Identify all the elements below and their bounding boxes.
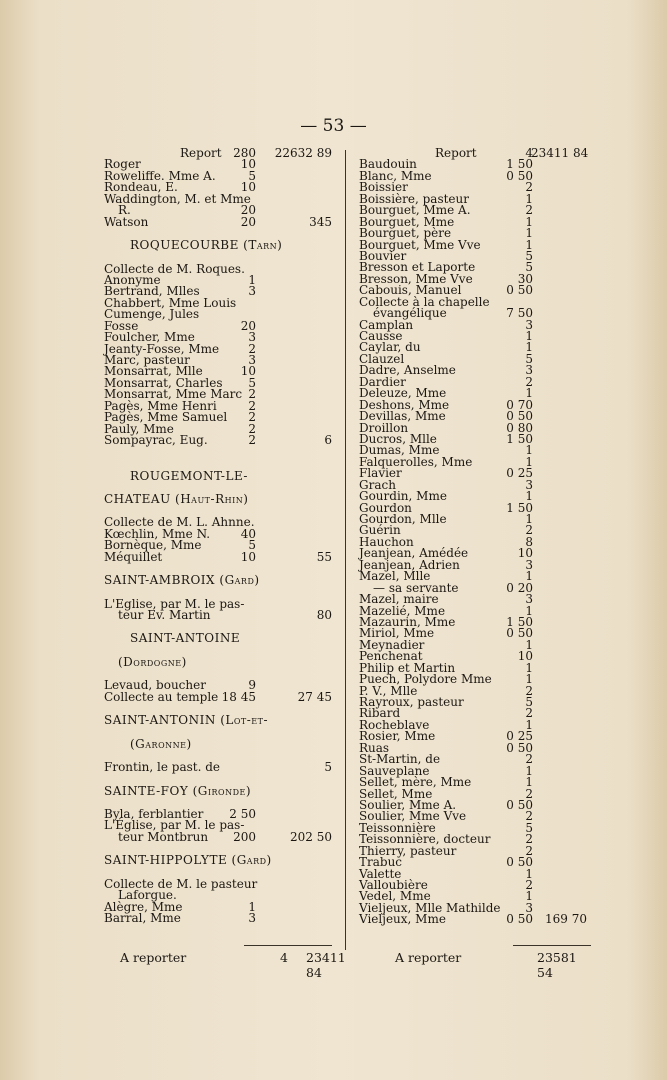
entry-name: Hauchon (359, 534, 414, 549)
entry-name: Cumenge, Jules (104, 307, 200, 322)
entry-amount: 0 80 (506, 420, 533, 435)
entry-subtotal: 80 (316, 608, 332, 622)
entry-amount: 2 (525, 203, 533, 218)
entry-amount: 1 (525, 329, 533, 343)
entry-subtotal: 169 70 (545, 912, 587, 927)
entry-name: Alègre, Mme (104, 899, 183, 914)
ledger-row (100, 715, 338, 726)
entry-name: Bouvier (359, 248, 407, 263)
entry-name: Philip et Martin (359, 660, 456, 675)
entry-amount: 1 (525, 569, 533, 584)
entry-name: Penchenat (359, 649, 423, 664)
entry-name: Soulier, Mme A. (359, 797, 457, 812)
entry-amount: 1 (525, 489, 533, 504)
entry-name: Valette (359, 866, 402, 881)
entry-name: Ribard (359, 706, 401, 721)
entry-name: évangélique (373, 306, 447, 321)
entry-name: Levaud, boucher (104, 678, 206, 693)
entry-amount: 2 (248, 398, 256, 413)
entry-name: Bourguet, Mme A. (359, 203, 471, 218)
entry-amount: 0 50 (506, 740, 533, 755)
entry-amount: 2 (248, 410, 256, 425)
entry-name: Bresson, Mme Vve (359, 271, 473, 286)
entry-amount: 10 (517, 546, 533, 561)
entry-amount: 10 (240, 157, 256, 172)
entry-amount: 0 50 (506, 855, 533, 870)
entry-amount: 2 (525, 683, 533, 698)
entry-amount: 2 (525, 752, 533, 767)
entry-name: SAINT-ANTOINE (130, 631, 241, 646)
ledger-row (100, 468, 338, 483)
entry-amount: 0 50 (506, 283, 533, 298)
entry-name: Bourguet, père (359, 226, 452, 241)
entry-amount: 3 (248, 330, 256, 345)
entry-name: Jeanjean, Adrien (359, 557, 460, 572)
entry-name: Méquillet (104, 549, 163, 564)
entry-amount: 2 (248, 341, 256, 356)
entry-name: Kœchlin, Mme N. (104, 526, 211, 541)
entry-amount: 1 (525, 454, 533, 469)
entry-name: Mazelié, Mme (359, 603, 446, 618)
entry-name: CHATEAU (Haut-Rhin) (104, 491, 249, 506)
entry-amount: 0 50 (506, 797, 533, 812)
left-entries (100, 159, 338, 924)
entry-amount: 1 (525, 443, 533, 458)
entry-amount: 2 (525, 374, 533, 389)
a-reporter-amount-b: 23581 54 (537, 950, 577, 980)
ledger-row (100, 191, 338, 206)
a-reporter-label: A reporter (395, 950, 462, 965)
entry-amount: 1 (525, 660, 533, 675)
entry-amount: 30 (517, 271, 533, 286)
entry-amount: 2 (525, 832, 533, 847)
entry-subtotal: 5 (324, 760, 332, 775)
entry-amount: 1 50 (506, 614, 533, 629)
entry-amount: 0 25 (506, 729, 533, 744)
entry-amount: 1 50 (506, 157, 533, 172)
entry-name: L'Église, par M. le pas- (104, 818, 245, 833)
entry-amount: 9 (248, 678, 256, 693)
entry-amount: 10 (240, 180, 256, 195)
entry-name: Ducros, Mlle (359, 431, 437, 446)
entry-name: Rosier, Mme (359, 729, 436, 744)
entry-amount: 20 (240, 203, 256, 218)
report-amount-b: 22632 89 (274, 146, 332, 160)
entry-amount: 3 (248, 353, 256, 367)
entry-name: L'Eglise, par M. le pas- (104, 596, 245, 611)
entry-amount: 1 (248, 899, 256, 914)
entry-amount: 5 (525, 248, 533, 263)
entry-name: Mazaurin, Mme (359, 614, 456, 629)
entry-name: ROUGEMONT-LE- (130, 468, 248, 483)
entry-subtotal: 6 (324, 433, 332, 448)
entry-name: Soulier, Mme Vve (359, 809, 467, 824)
entry-name: ROQUECOURBE (Tarn) (130, 238, 283, 253)
entry-amount: 2 (525, 786, 533, 801)
entry-amount: 7 50 (506, 306, 533, 321)
entry-name: Vieljeux, Mme (359, 912, 446, 927)
entry-amount: 1 (525, 226, 533, 241)
right-entries (355, 159, 595, 925)
entry-name: SAINTE-FOY (Gironde) (104, 783, 252, 798)
entry-name: Grach (359, 477, 396, 492)
right-sum-line (513, 945, 591, 946)
ledger-row (100, 549, 338, 564)
entry-amount: 1 (525, 386, 533, 401)
entry-name: Roweliffe. Mme A. (104, 168, 216, 183)
entry-name: Falquerolles, Mme (359, 454, 473, 469)
report-label: Report (435, 146, 477, 160)
entry-name: Pagès, Mme Henri (104, 398, 217, 413)
entry-name: Miriol, Mme (359, 626, 435, 641)
entry-subtotal: 27 45 (297, 689, 332, 704)
entry-amount: 5 (248, 375, 256, 390)
entry-name: Gourdin, Mme (359, 489, 447, 504)
entry-amount: 0 50 (506, 409, 533, 424)
entry-amount: 40 (240, 526, 256, 541)
report-amount-b: 23411 84 (531, 146, 589, 160)
entry-amount: 20 (240, 318, 256, 333)
entry-name: Rondeau, E. (104, 180, 178, 195)
entry-name: teur Ev. Martin (118, 608, 211, 622)
entry-name: Rocheblave (359, 717, 430, 732)
entry-name: Collecte au temple (104, 689, 219, 704)
entry-name: Barral, Mme (104, 911, 181, 925)
entry-amount: 1 (525, 717, 533, 732)
entry-amount: 3 (525, 900, 533, 915)
entry-name: Gourdon (359, 500, 412, 515)
entry-amount: 1 (525, 214, 533, 229)
entry-name: Guérin (359, 523, 401, 538)
entry-amount: 3 (525, 317, 533, 332)
entry-name: Rayroux, pasteur (359, 695, 464, 709)
entry-amount: 2 (248, 387, 256, 402)
entry-name: Dardier (359, 374, 406, 389)
entry-name: Flavier (359, 466, 402, 481)
ledger-row (100, 689, 338, 704)
entry-amount: 3 (248, 911, 256, 925)
entry-amount: 1 (525, 512, 533, 526)
entry-amount: 2 (525, 843, 533, 858)
entry-amount: 0 25 (506, 466, 533, 481)
entry-name: Camplan (359, 317, 414, 332)
entry-name: Teissonnière (359, 820, 436, 835)
entry-amount: 3 (248, 284, 256, 299)
entry-name: Bornèque, Mme (104, 538, 202, 553)
entry-amount: 1 (525, 191, 533, 206)
entry-amount: 8 (525, 534, 533, 549)
entry-name: Anonyme (104, 272, 161, 287)
entry-amount: 0 50 (506, 168, 533, 183)
entry-name: Devillas, Mme (359, 409, 446, 424)
entry-amount: 5 (525, 260, 533, 275)
ledger-row (100, 435, 338, 446)
entry-amount: 2 (525, 706, 533, 721)
entry-name: Sellet, Mme (359, 786, 433, 801)
left-sum-line (244, 945, 332, 946)
entry-name: Boissière, pasteur (359, 191, 469, 206)
entry-amount: 10 (240, 364, 256, 379)
ledger-row (100, 633, 338, 644)
entry-name: Caylar, du (359, 340, 421, 355)
entry-name: Bertrand, Mlles (104, 284, 200, 299)
entry-name: Frontin, le past. de (104, 760, 221, 775)
entry-amount: 0 70 (506, 397, 533, 412)
entry-amount: 5 (525, 820, 533, 835)
a-reporter-amount-b: 23411 84 (306, 950, 346, 980)
entry-subtotal: 55 (316, 549, 332, 564)
ledger-row (100, 855, 338, 866)
entry-amount: 1 (525, 672, 533, 687)
entry-name: Collecte de M. Roques. (104, 261, 245, 276)
ledger-row (100, 783, 338, 798)
entry-amount: 3 (525, 477, 533, 492)
entry-name: Boissier (359, 180, 408, 195)
page-number: — 53 — (300, 116, 367, 136)
right-column (355, 148, 595, 926)
entry-name: Watson (104, 214, 149, 229)
entry-name: Jeanjean, Amédée (359, 546, 469, 561)
entry-name: SAINT-HIPPOLYTE (Gard) (104, 853, 272, 868)
a-reporter-label: A reporter (120, 950, 187, 965)
entry-name: Collecte à la chapelle (359, 294, 490, 309)
entry-name: Vieljeux, Mlle Mathilde (359, 900, 501, 915)
entry-name: P. V., Mlle (359, 683, 418, 698)
entry-name: Deleuze, Mme (359, 386, 447, 401)
entry-name: Valloubière (359, 878, 428, 892)
entry-name: Collecte de M. L. Ahnne. (104, 515, 255, 530)
entry-name: Byla, ferblantier (104, 806, 204, 821)
ledger-row (100, 491, 338, 506)
entry-amount: 1 (525, 603, 533, 618)
entry-amount: 1 50 (506, 431, 533, 446)
entry-name: Ruas (359, 740, 390, 755)
entry-amount: 18 45 (221, 689, 256, 704)
entry-name: Thierry, pasteur (359, 843, 457, 858)
entry-name: SAINT-AMBROIX (Gard) (104, 573, 260, 588)
entry-name: Mazel, maire (359, 592, 439, 607)
entry-name: Marc, pasteur (104, 353, 190, 367)
entry-name: Trabuc (359, 855, 403, 870)
entry-amount: 3 (525, 592, 533, 607)
entry-amount: 2 (525, 878, 533, 892)
entry-amount: 1 (525, 340, 533, 355)
entry-name: Puech, Polydore Mme (359, 672, 492, 687)
entry-amount: 0 20 (506, 580, 533, 595)
entry-amount: 1 (248, 272, 256, 287)
entry-amount: 1 50 (506, 500, 533, 515)
entry-amount: 5 (525, 695, 533, 709)
entry-amount: 1 (525, 763, 533, 778)
report-label: Report (180, 146, 222, 160)
entry-amount: 2 50 (229, 806, 256, 821)
entry-amount: 2 (525, 809, 533, 824)
entry-name: Clauzel (359, 351, 405, 366)
ledger-row (100, 610, 338, 621)
spacer (100, 447, 338, 459)
entry-amount: 1 (525, 637, 533, 652)
entry-name: Sauveplane (359, 763, 430, 778)
entry-name: Collecte de M. le pasteur (104, 876, 258, 891)
entry-amount: 3 (525, 557, 533, 572)
entry-name: Sompayrac, Eug. (104, 433, 208, 448)
entry-name: (Dordogne) (118, 654, 187, 669)
entry-name: Dadre, Anselme (359, 363, 456, 378)
entry-name: Pagès, Mme Samuel (104, 410, 228, 425)
entry-name: Chabbert, Mme Louis (104, 295, 237, 310)
left-column (100, 148, 338, 924)
entry-name: Deshons, Mme (359, 397, 450, 412)
entry-amount: 2 (525, 180, 533, 195)
entry-name: Bresson et Laporte (359, 260, 476, 275)
entry-name: Teissonnière, docteur (359, 832, 491, 847)
entry-name: Laforgue. (118, 888, 177, 903)
column-divider (345, 150, 346, 950)
entry-name: SAINT-ANTONIN (Lot-et- (104, 713, 269, 728)
entry-name: Baudouin (359, 157, 417, 172)
entry-amount: 10 (517, 649, 533, 664)
ledger-row (100, 736, 338, 751)
ledger-row (100, 240, 338, 251)
entry-amount: 5 (248, 168, 256, 183)
ledger-row (355, 914, 595, 925)
entry-name: Vedel, Mme (359, 889, 431, 904)
entry-name: Fosse (104, 318, 139, 333)
entry-subtotal: 202 50 (290, 829, 332, 844)
entry-name: Roger (104, 157, 141, 172)
entry-amount: 1 (525, 889, 533, 904)
ledger-row (100, 762, 338, 773)
entry-amount: 0 50 (506, 626, 533, 641)
ledger-row (355, 731, 595, 742)
entry-amount: 2 (248, 433, 256, 448)
entry-amount: 2 (248, 421, 256, 436)
entry-name: Waddington, M. et Mme (104, 191, 251, 206)
entry-name: R. (118, 203, 131, 218)
entry-amount: 5 (248, 538, 256, 553)
entry-name: Bourguet, Mme Vve (359, 237, 481, 252)
entry-name: Pauly, Mme (104, 421, 174, 436)
entry-name: Blanc, Mme (359, 168, 432, 183)
a-reporter-amount-a: 4 (280, 950, 288, 965)
entry-name: St-Martin, de (359, 752, 441, 767)
entry-amount: 10 (240, 549, 256, 564)
entry-name: Gourdon, Mlle (359, 512, 447, 526)
entry-amount: 1 (525, 866, 533, 881)
ledger-row (100, 913, 338, 924)
entry-amount: 3 (525, 363, 533, 378)
entry-name: Cabouis, Manuel (359, 283, 462, 298)
entry-subtotal: 345 (309, 214, 332, 229)
entry-name: Foulcher, Mme (104, 330, 195, 345)
entry-amount: 5 (525, 351, 533, 366)
entry-name: Jeanty-Fosse, Mme (104, 341, 220, 356)
entry-name: — sa servante (373, 580, 459, 595)
entry-amount: 20 (240, 214, 256, 229)
entry-name: Mazel, Mlle (359, 569, 431, 584)
entry-name: (Garonne) (130, 736, 192, 751)
report-amount-a: 280 (233, 146, 256, 160)
ledger-row (100, 829, 338, 844)
entry-name: Dumas, Mme (359, 443, 440, 458)
entry-name: Meynadier (359, 637, 425, 652)
entry-name: Bourguet, Mme (359, 214, 455, 229)
entry-name: Causse (359, 329, 403, 343)
entry-name: Monsarrat, Mme Marc (104, 387, 243, 402)
entry-amount: 1 (525, 775, 533, 790)
entry-amount: 0 50 (506, 912, 533, 927)
entry-amount: 1 (525, 237, 533, 252)
ledger-row (100, 214, 338, 229)
entry-name: Droillon (359, 420, 409, 435)
entry-name: teur Montbrun (118, 829, 209, 844)
report-amount-a: 4 (525, 146, 533, 160)
ledger-row (100, 654, 338, 669)
entry-amount: 200 (233, 829, 256, 844)
entry-name: Monsarrat, Charles (104, 375, 223, 390)
ledger-row (100, 575, 338, 586)
entry-name: Sellet, mère, Mme (359, 775, 472, 790)
entry-amount: 2 (525, 523, 533, 538)
entry-name: Monsarrat, Mlle (104, 364, 203, 379)
